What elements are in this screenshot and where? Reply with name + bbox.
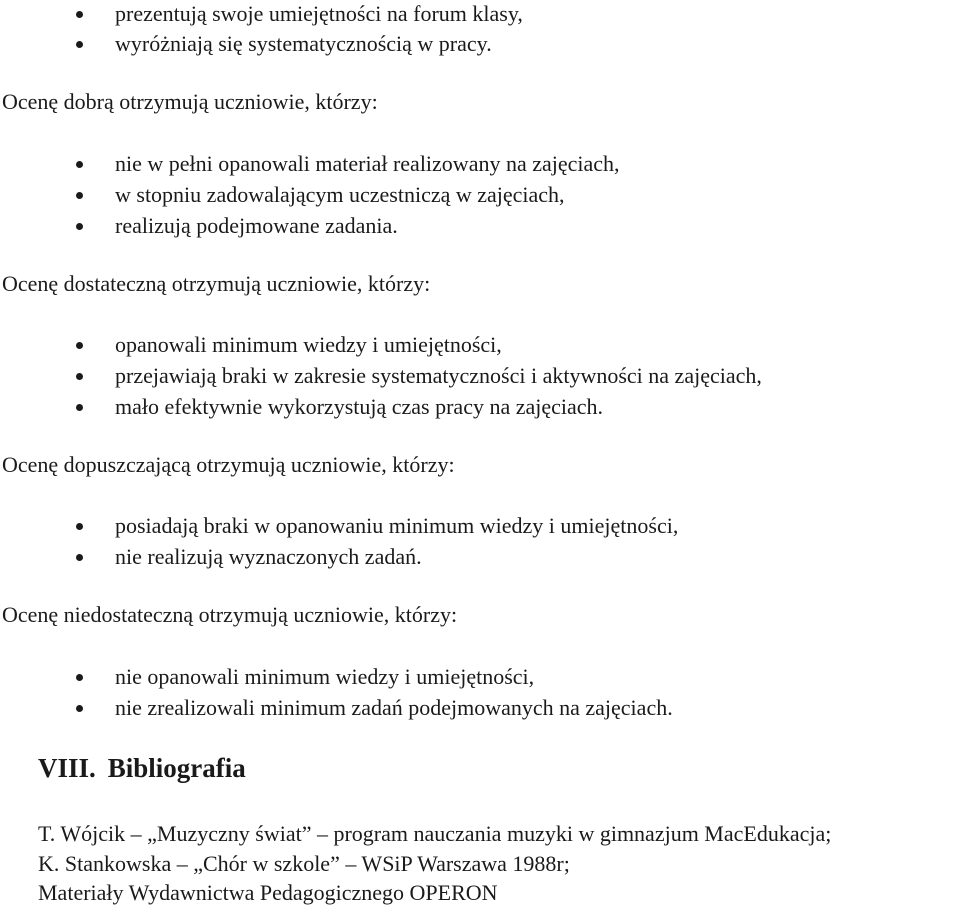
bullet-icon [76, 554, 83, 561]
bibliography-heading [38, 752, 246, 784]
bullet-icon [76, 674, 83, 681]
bullet-icon [76, 161, 83, 168]
bibliography-entry: K. Stankowska – „Chór w szkole” – WSiP Warszawa 1988r; [38, 851, 570, 876]
list-item-text: wyróżniają się systematycznością w pracy. [115, 31, 492, 56]
bullet-icon [76, 11, 83, 18]
bullet-icon [76, 523, 83, 530]
list-item-text: nie zrealizowali minimum zadań podejmowanych na zajęciach. [115, 695, 673, 720]
list-item-text: posiadają braki w opanowaniu minimum wiedzy i umiejętności, [115, 513, 679, 538]
section-heading-niedostateczna: Ocenę niedostateczną otrzymują uczniowie, którzy: [2, 602, 458, 627]
list-item-text: przejawiają braki w zakresie systematyczności i aktywności na zajęciach, [115, 363, 762, 388]
section-number: VIII. [38, 753, 96, 783]
bibliography-entry: Materiały Wydawnictwa Pedagogicznego OPERON [38, 880, 498, 905]
list-item-text: nie opanowali minimum wiedzy i umiejętności, [115, 664, 535, 689]
bullet-icon [76, 192, 83, 199]
list-item-text: nie realizują wyznaczonych zadań. [115, 544, 422, 569]
section-heading-dopuszczajaca: Ocenę dopuszczającą otrzymują uczniowie, którzy: [2, 452, 455, 477]
list-item-text: opanowali minimum wiedzy i umiejętności, [115, 332, 502, 357]
list-item-text: realizują podejmowane zadania. [115, 213, 398, 238]
list-item-text: w stopniu zadowalającym uczestniczą w zajęciach, [115, 182, 565, 207]
section-heading-dobra: Ocenę dobrą otrzymują uczniowie, którzy: [2, 89, 378, 114]
bullet-icon [76, 41, 83, 48]
bullet-icon [76, 342, 83, 349]
bibliography-entry: T. Wójcik – „Muzyczny świat” – program nauczania muzyki w gimnazjum MacEdukacja; [38, 821, 832, 846]
list-item-text: mało efektywnie wykorzystują czas pracy na zajęciach. [115, 394, 604, 419]
bullet-icon [76, 404, 83, 411]
bullet-icon [76, 705, 83, 712]
bullet-icon [76, 373, 83, 380]
section-heading-dostateczna: Ocenę dostateczną otrzymują uczniowie, którzy: [2, 271, 431, 296]
bullet-icon [76, 223, 83, 230]
list-item-text: prezentują swoje umiejętności na forum klasy, [115, 1, 523, 26]
section-title: Bibliografia [107, 753, 246, 783]
list-item-text: nie w pełni opanowali materiał realizowany na zajęciach, [115, 151, 620, 176]
